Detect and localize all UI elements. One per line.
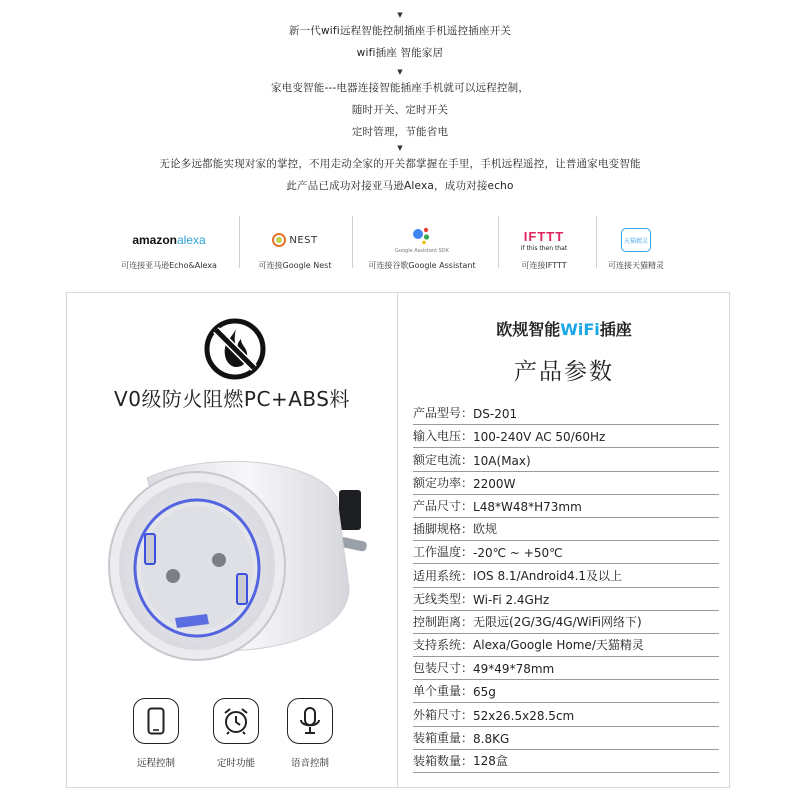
spec-value: 100-240V AC 50/60Hz xyxy=(473,430,606,445)
product-card xyxy=(66,292,730,788)
compat-caption: 可连接天猫精灵 xyxy=(608,261,664,270)
spec-value: 10A(Max) xyxy=(473,453,531,468)
spec-row xyxy=(413,564,719,587)
spec-colon: ： xyxy=(461,522,474,537)
intro-line: 无论多远都能实现对家的掌控，不用走动全家的开关都掌握在手里，手机远程遥控，让普通家电变智能 xyxy=(159,158,641,170)
tmall-genie-logo: 天猫精灵 xyxy=(571,220,701,260)
spec-key: 插脚规格 xyxy=(413,522,462,537)
intro-block-2 xyxy=(0,67,800,143)
spec-row xyxy=(413,495,719,518)
alarm-clock-icon xyxy=(213,698,259,744)
intro-line: 此产品已成功对接亚马逊Alexa，成功对接echo xyxy=(286,180,514,192)
spec-colon: ： xyxy=(461,684,474,699)
compat-caption: 可连接Google Nest xyxy=(258,261,332,270)
spec-colon: ： xyxy=(461,429,474,444)
spec-subtitle: 产品参数 xyxy=(514,359,614,385)
spec-title: 欧规智能WiFi插座 xyxy=(496,320,632,339)
spec-colon: ： xyxy=(461,452,474,467)
down-arrow-icon: ▼ xyxy=(397,11,403,19)
compat-caption: 可连接亚马逊Echo&Alexa xyxy=(121,261,217,270)
spec-colon: ： xyxy=(461,568,474,583)
spec-value: 2200W xyxy=(473,476,516,491)
smart-plug-image xyxy=(87,438,387,668)
spec-value: 欧规 xyxy=(473,522,498,537)
spec-colon: ： xyxy=(461,707,474,722)
spec-key: 外箱尺寸 xyxy=(413,707,462,722)
spec-colon: ： xyxy=(461,475,474,490)
compat-tmall-genie xyxy=(571,214,701,274)
spec-row xyxy=(413,680,719,703)
divider xyxy=(352,216,353,268)
spec-row xyxy=(413,727,719,750)
spec-row xyxy=(413,634,719,657)
spec-row xyxy=(413,611,719,634)
spec-value: Alexa/Google Home/天猫精灵 xyxy=(473,638,644,653)
down-arrow-icon: ▼ xyxy=(397,144,403,152)
spec-key: 无线类型 xyxy=(413,591,462,606)
compat-caption: 可连接谷歌Google Assistant xyxy=(368,261,476,270)
google-assistant-icon xyxy=(412,227,432,245)
spec-value: IOS 8.1/Android4.1及以上 xyxy=(473,568,623,583)
spec-colon: ： xyxy=(461,754,474,768)
down-arrow-icon: ▼ xyxy=(397,68,403,76)
spec-row xyxy=(413,448,719,471)
compat-caption: 可连接IFTTT xyxy=(521,261,567,270)
intro-line: wifi插座 智能家居 xyxy=(356,47,444,59)
spec-value: Wi-Fi 2.4GHz xyxy=(473,592,550,607)
spec-row xyxy=(413,703,719,726)
intro-line: 家电变智能---电器连接智能插座手机就可以远程控制， xyxy=(270,82,530,94)
spec-key: 装箱数量 xyxy=(413,754,462,768)
spec-value: 128盒 xyxy=(473,754,508,768)
spec-row xyxy=(413,750,719,773)
nest-ring-icon xyxy=(272,233,286,247)
spec-key: 适用系统 xyxy=(413,568,462,583)
intro-line: 随时开关、定时开关 xyxy=(351,104,449,116)
compat-nest xyxy=(230,214,360,274)
feature-label: 远程控制 xyxy=(136,758,175,769)
spec-value: -20℃ ~ +50℃ xyxy=(473,546,563,561)
spec-row xyxy=(413,657,719,680)
feature-label: 定时功能 xyxy=(216,758,255,769)
microphone-icon xyxy=(287,698,333,744)
spec-key: 包装尺寸 xyxy=(413,661,462,676)
spec-key: 支持系统 xyxy=(413,638,462,653)
spec-table xyxy=(413,402,719,773)
ifttt-logo: IFTTT if this then that xyxy=(520,228,568,252)
ifttt-wordmark: IFTTT xyxy=(523,228,565,244)
intro-block-1 xyxy=(0,10,800,64)
spec-row xyxy=(413,541,719,564)
spec-row xyxy=(413,588,719,611)
spec-key: 输入电压 xyxy=(413,429,462,444)
spec-key: 单个重量 xyxy=(413,684,462,699)
intro-line: 新一代wifi远程智能控制插座手机遥控插座开关 xyxy=(288,25,512,37)
spec-key: 产品型号 xyxy=(413,406,462,421)
spec-key: 额定功率 xyxy=(413,475,462,490)
spec-value: 8.8KG xyxy=(473,731,510,746)
spec-colon: ： xyxy=(461,614,474,629)
spec-colon: ： xyxy=(461,498,474,513)
spec-value: 52x26.5x28.5cm xyxy=(473,708,575,723)
spec-key: 工作温度 xyxy=(413,545,462,560)
spec-value: 无限远(2G/3G/4G/WiFi网络下) xyxy=(473,614,642,629)
spec-row xyxy=(413,402,719,425)
spec-colon: ： xyxy=(461,591,474,606)
nest-logo: NEST xyxy=(230,220,360,260)
feature-label: 语音控制 xyxy=(290,758,329,769)
spec-key: 产品尺寸 xyxy=(413,498,462,513)
spec-key: 额定电流 xyxy=(413,452,462,467)
spec-key: 控制距离 xyxy=(413,614,462,629)
compatibility-row xyxy=(0,214,800,274)
intro-block-3 xyxy=(0,143,800,197)
feature-voice-control xyxy=(265,698,355,769)
spec-colon: ： xyxy=(461,406,474,421)
spec-colon: ： xyxy=(461,730,474,745)
spec-value: 49*49*78mm xyxy=(473,662,555,677)
spec-row xyxy=(413,518,719,541)
compat-google-assistant xyxy=(357,214,487,274)
google-assistant-logo: Google Assistant SDK xyxy=(357,220,487,260)
compat-alexa xyxy=(104,214,234,274)
material-label: V0级防火阻燃PC+ABS料 xyxy=(114,387,350,411)
feature-remote-control xyxy=(111,698,201,769)
spec-value: 65g xyxy=(473,685,496,700)
no-fire-icon xyxy=(203,317,267,381)
amazon-alexa-logo: amazonalexa xyxy=(132,233,206,247)
spec-key: 装箱重量 xyxy=(413,730,462,745)
spec-colon: ： xyxy=(461,545,474,560)
spec-value: DS-201 xyxy=(473,407,518,422)
spec-value: L48*W48*H73mm xyxy=(473,499,582,514)
spec-row xyxy=(413,472,719,495)
spec-colon: ： xyxy=(461,638,474,653)
spec-colon: ： xyxy=(461,661,474,676)
spec-row xyxy=(413,425,719,448)
intro-line: 定时管理，节能省电 xyxy=(351,126,449,138)
phone-icon xyxy=(133,698,179,744)
